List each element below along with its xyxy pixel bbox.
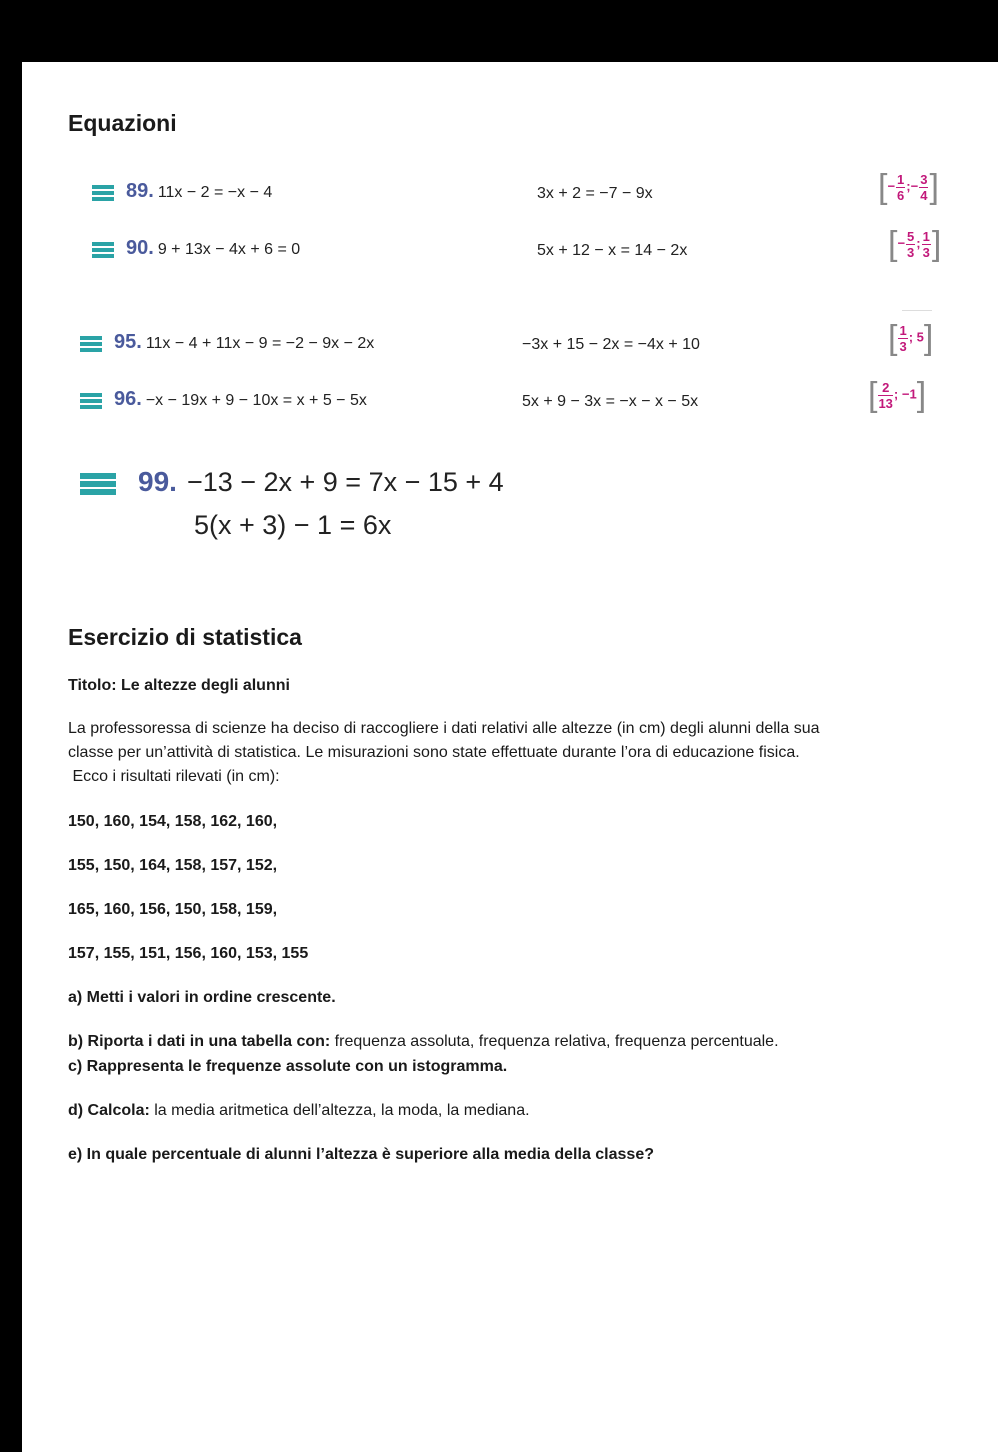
- equation-a: 11x − 2 = −x − 4: [157, 184, 273, 201]
- section-title-equazioni: Equazioni: [68, 110, 177, 136]
- exercise-90: [92, 237, 300, 260]
- equation-b: 5x + 9 − 3x = −x − x − 5x: [522, 393, 699, 410]
- equation-b: 5(x + 3) − 1 = 6x: [194, 510, 392, 540]
- solution: [ $\frac{1}{3}$ ; 5]: [888, 319, 934, 357]
- data-line-1: 150, 160, 154, 158, 162, 160,: [68, 813, 278, 830]
- exercise-subtitle: Titolo: Le altezze degli alunni: [68, 677, 290, 694]
- section-title-statistica: Esercizio di statistica: [68, 624, 302, 650]
- exercise-95: [80, 331, 374, 354]
- equation-a: −13 − 2x + 9 = 7x − 15 + 4: [186, 467, 504, 497]
- difficulty-icon: [80, 336, 102, 352]
- exercise-number: 99.: [138, 466, 177, 497]
- solution: [− $\frac{5}{3}$ ; $\frac{1}{3}$ ]: [888, 225, 942, 263]
- difficulty-icon: [92, 242, 114, 258]
- exercise-96: [80, 388, 367, 411]
- question-e: e) In quale percentuale di alunni l’altezza è superiore alla media della classe?: [68, 1146, 654, 1163]
- question-a: a) Metti i valori in ordine crescente.: [68, 989, 336, 1006]
- document-page: [22, 62, 998, 1452]
- data-line-3: 165, 160, 156, 150, 158, 159,: [68, 901, 278, 918]
- intro-line-2: classe per un’attività di statistica. Le misurazioni sono state effettuate durante l’ora di educazione fisica.: [68, 744, 800, 761]
- divider: [902, 310, 932, 311]
- equation-a: −x − 19x + 9 − 10x = x + 5 − 5x: [145, 392, 367, 409]
- data-line-2: 155, 150, 164, 158, 157, 152,: [68, 857, 278, 874]
- question-d: d) Calcola: la media aritmetica dell’altezza, la moda, la mediana.: [68, 1102, 530, 1119]
- equation-b: 3x + 2 = −7 − 9x: [537, 185, 653, 202]
- difficulty-icon: [80, 473, 116, 495]
- difficulty-icon: [80, 393, 102, 409]
- data-line-4: 157, 155, 151, 156, 160, 153, 155: [68, 945, 309, 962]
- difficulty-icon: [92, 185, 114, 201]
- question-b: b) Riporta i dati in una tabella con: frequenza assoluta, frequenza relativa, frequenza percentuale.: [68, 1033, 779, 1050]
- equation-b: −3x + 15 − 2x = −4x + 10: [522, 336, 700, 353]
- exercise-number: 95.: [114, 331, 142, 353]
- intro-line-1: La professoressa di scienze ha deciso di raccogliere i dati relativi alle altezze (in cm) degli alunni della sua: [68, 720, 820, 737]
- exercise-number: 89.: [126, 180, 154, 202]
- exercise-89: [92, 180, 272, 203]
- equation-a: 9 + 13x − 4x + 6 = 0: [157, 241, 301, 258]
- intro-line-3: Ecco i risultati rilevati (in cm):: [68, 768, 280, 785]
- equation-b: 5x + 12 − x = 14 − 2x: [537, 242, 688, 259]
- solution: [− $\frac{1}{6}$ ;− $\frac{3}{4}$ ]: [878, 168, 939, 206]
- equation-a: 11x − 4 + 11x − 9 = −2 − 9x − 2x: [145, 335, 375, 352]
- exercise-99: [80, 466, 504, 498]
- exercise-number: 90.: [126, 237, 154, 259]
- exercise-number: 96.: [114, 388, 142, 410]
- question-c: c) Rappresenta le frequenze assolute con un istogramma.: [68, 1058, 508, 1075]
- solution: [ $\frac{2}{13}$ ; −1]: [868, 376, 927, 414]
